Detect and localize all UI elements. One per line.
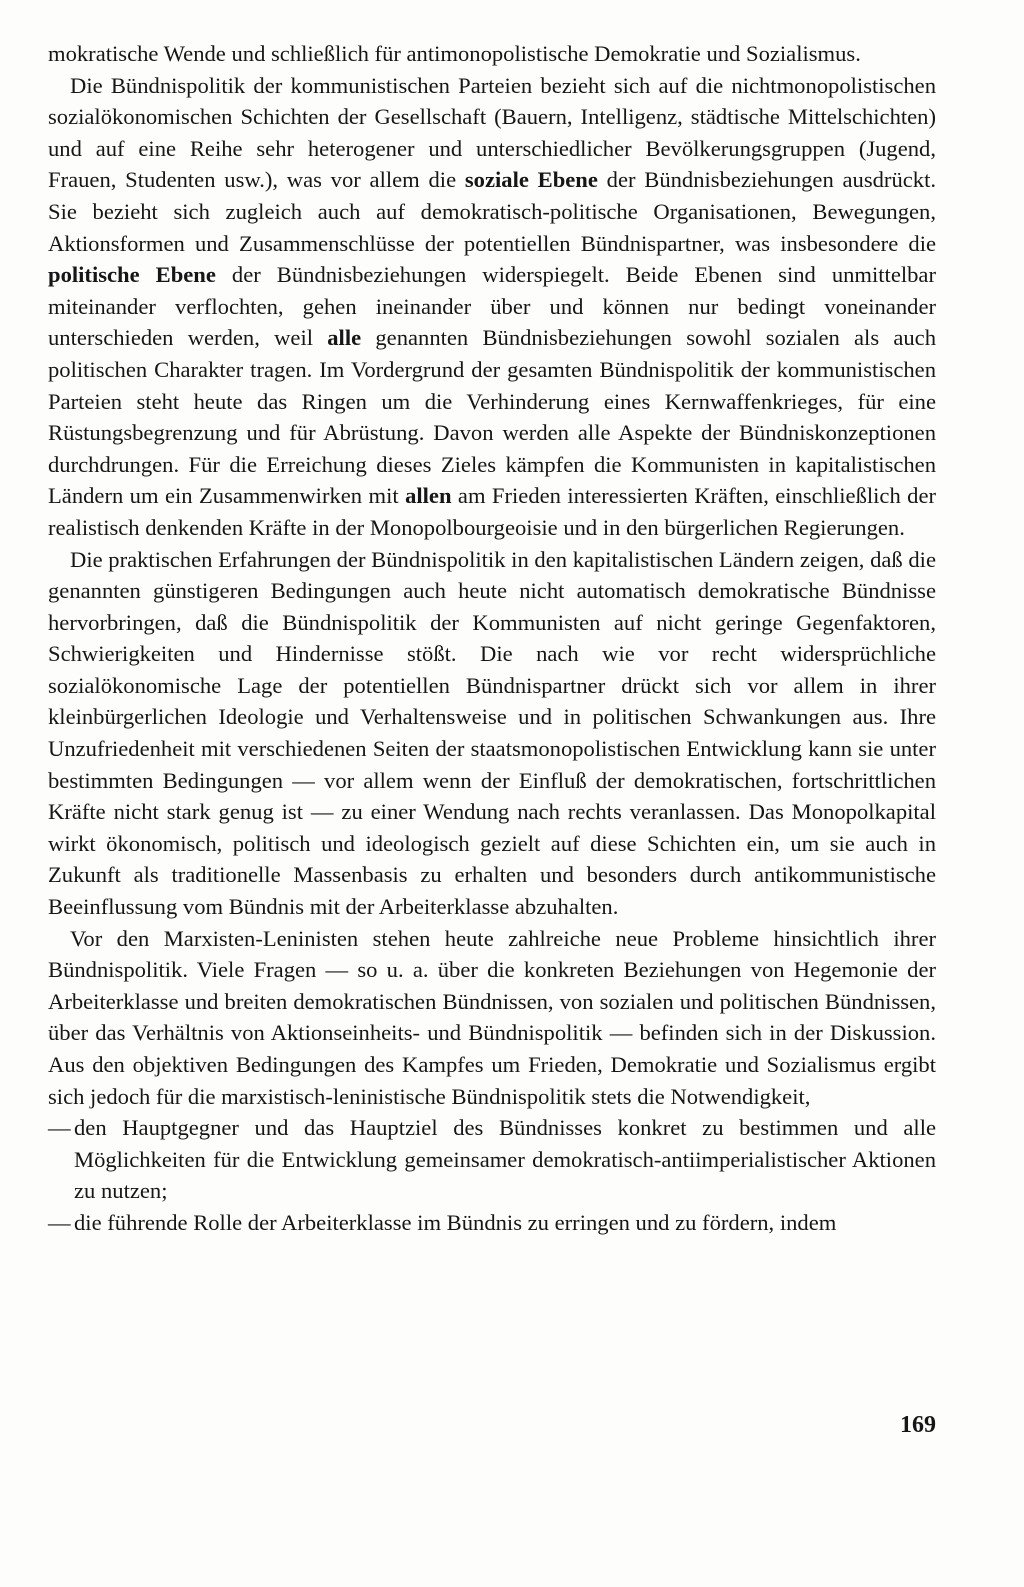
paragraph-text: der Bündnisbeziehungen ausdrückt. Sie bezieht sich zugleich auch auf demokratisch-politische Organisationen, Bewegungen, Aktionsformen und Zusammenschlüsse der potentiellen Bündnispartner, was insbesondere die [48,167,937,256]
paragraph-text: genannten Bündnisbeziehungen sowohl sozialen als auch politischen Charakter tragen. Im Vordergrund der gesamten Bündnispolitik der kommunistischen Parteien steht heute das Ringen um die Verhinderung eines Kernwaffenkrieges, für eine Rüstungsbegrenzung und für Abrüstung. Davon werden alle Aspekte der Bündniskonzeptionen durchdrungen. Für die Erreichung dieses Zieles kämpfen die Kommunisten in kapitalistischen Ländern um ein Zusammenwirken mit [48,325,936,509]
paragraph-erfahrungen: Die praktischen Erfahrungen der Bündnispolitik in den kapitalistischen Ländern zeigen, daß die genannten günstigeren Bedingungen auch heute nicht automatisch demokratische Bündnisse hervorbringen, daß die Bündnispolitik der Kommunisten auf nicht geringe Gegenfaktoren, Schwierigkeiten und Hindernisse stößt. Die nach wie vor recht widersprüchliche sozialökonomische Lage der potentiellen Bündnispartner drückt sich vor allem in ihrer kleinbürgerlichen Ideologie und Verhaltensweise und in politischen Schwankungen aus. Ihre Unzufriedenheit mit verschiedenen Seiten der staatsmonopolistischen Entwicklung kann sie unter bestimmten Bedingungen — vor allem wenn der Einfluß der demokratischen, fortschrittlichen Kräfte nicht stark genug ist — zu einer Wendung nach rechts veranlassen. Das Monopolkapital wirkt ökonomisch, politisch und ideologisch gezielt auf diese Schichten ein, um sie auch in Zukunft als traditionelle Massenbasis zu erhalten und besonders durch antikommunistische Beeinflussung vom Bündnis mit der Arbeiterklasse abzuhalten. [48,546,936,920]
list-item [48,1112,936,1207]
page-body [48,38,936,1239]
list-item-text: den Hauptgegner und das Hauptziel des Bündnisses konkret zu bestimmen und alle Möglichkeiten für die Entwicklung gemeinsamer demokratisch-antiimperialistischer Aktionen zu nutzen; [74,1115,936,1204]
paragraph-buendnispolitik [48,70,936,544]
list-item-text: die führende Rolle der Arbeiterklasse im Bündnis zu erringen und zu fördern, indem [74,1209,837,1235]
paragraph-text: Die Bündnispolitik der kommunistischen Parteien bezieht sich auf die nichtmonopolistischen sozialökonomischen Schichten der Gesellschaft (Bauern, Intelligenz, städtische Mittelschichten) und auf eine Reihe sehr heterogener und unterschiedlicher Bevölkerungsgruppen (Jugend, Frauen, Studenten usw.), was vor allem die [48,72,936,193]
paragraph-text: der Bündnisbeziehungen widerspiegelt. Beide Ebenen sind unmittelbar miteinander verflochten, gehen ineinander über und können nur bedingt voneinander unterschieden werden, weil [48,262,936,351]
emphasis-allen: allen [405,483,452,509]
paragraph-text: am Frieden interessierten Kräften, einschließlich der realistisch denkenden Kräfte in der Monopolbourgeoisie und in den bürgerlichen Regierungen. [48,483,937,540]
dash-bullet: — [48,1209,71,1235]
list-item [48,1207,936,1239]
emphasis-soziale-ebene: soziale Ebene [464,167,598,193]
dash-bullet: — [48,1115,71,1141]
emphasis-politische-ebene: politische Ebene [48,262,216,288]
emphasis-alle: alle [327,325,362,351]
continuation-text: mokratische Wende und schließlich für antimonopolistische Demokratie und Sozialismus. [48,41,861,66]
page-number: 169 [900,1412,936,1438]
paragraph-marxisten-leninisten: Vor den Marxisten-Leninisten stehen heute zahlreiche neue Probleme hinsichtlich ihrer Bündnispolitik. Viele Fragen — so u. a. über die konkreten Beziehungen von Hegemonie der Arbeiterklasse und breiten demokratischen Bündnissen, von sozialen und politischen Bündnissen, über das Verhältnis von Aktionseinheits- und Bündnispolitik — befinden sich in der Diskussion. Aus den objektiven Bedingungen des Kampfes um Frieden, Demokratie und Sozialismus ergibt sich jedoch für die marxistisch-leninistische Bündnispolitik stets die Notwendigkeit, [48,925,936,1109]
